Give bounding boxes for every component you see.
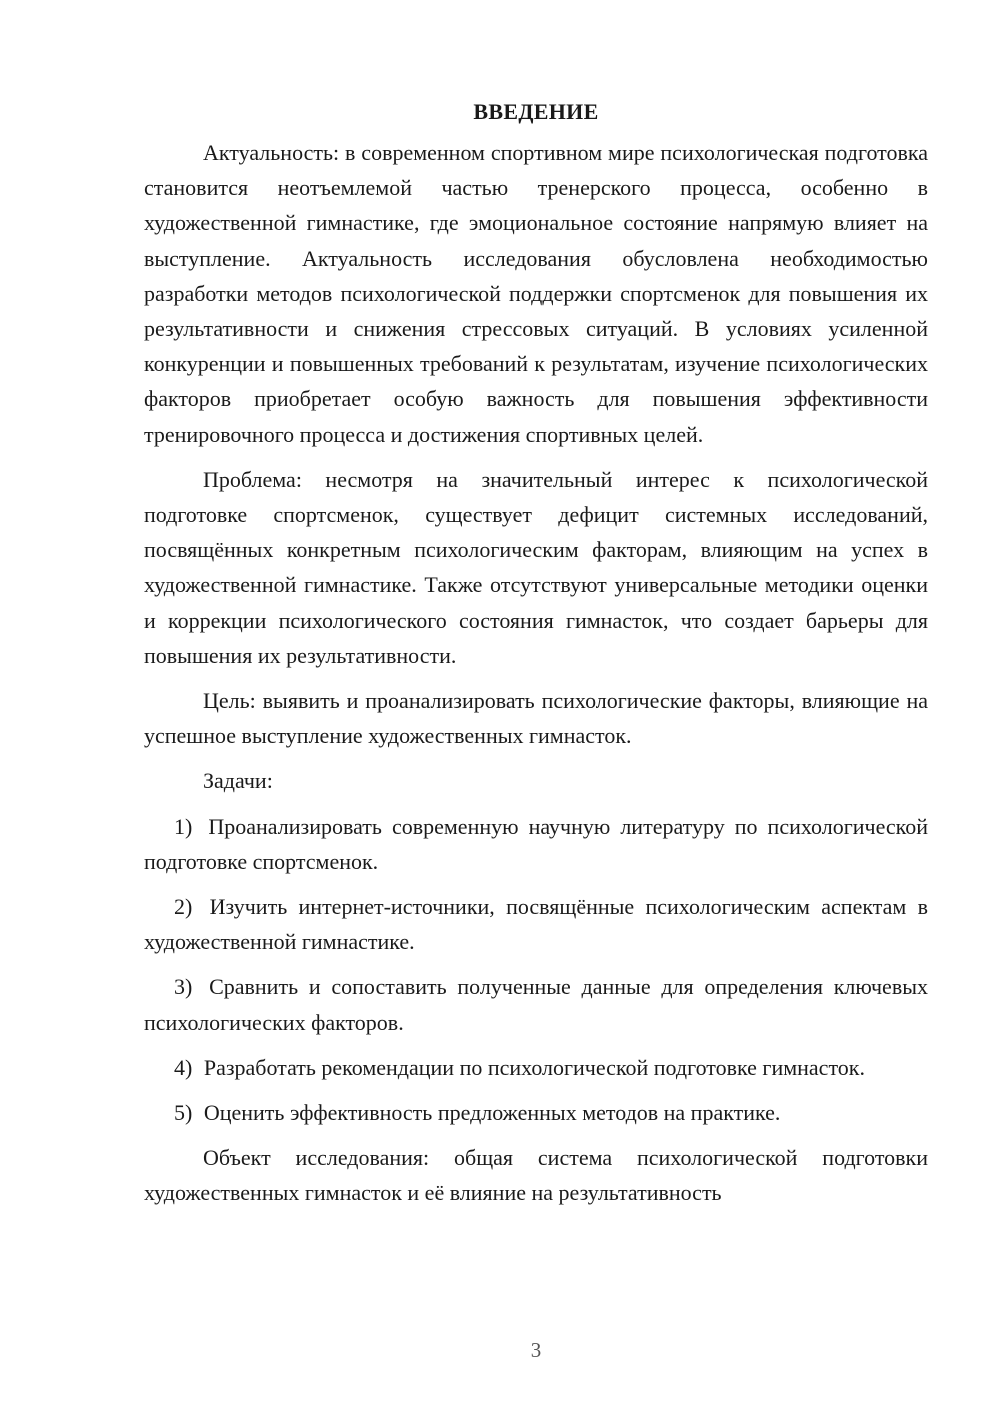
paragraph-object: Объект исследования: общая система психологической подготовки художественных гимнасток и её влияние на результативность [144, 1145, 928, 1206]
task-text: Сравнить и сопоставить полученные данные для определения ключевых психологических факторов. [144, 974, 928, 1035]
task-item [144, 889, 928, 959]
task-number: 3) [174, 974, 193, 1000]
task-number: 4) [174, 1054, 193, 1080]
task-number: 1) [174, 813, 193, 839]
task-text: Изучить интернет-источники, посвящённые психологическим аспектам в художественной гимнастике. [144, 894, 928, 955]
task-number: 5) [174, 1100, 193, 1126]
paragraph-relevance: Актуальность: в современном спортивном мире психологическая подготовка становится неотъемлемой частью тренерского процесса, особенно в художественной гимнастике, где эмоциональное состояние напрямую влияет на выступление. Актуальность исследования обусловлена необходимостью разработки методов психологической поддержки спортсменок для повышения их результативности и снижения стрессовых ситуаций. В условиях усиленной конкуренции и повышенных требований к результатам, изучение психологических факторов приобретает особую важность для повышения эффективности тренировочного процесса и достижения спортивных целей. [144, 140, 928, 447]
page-content [144, 94, 928, 1221]
section-title: ВВЕДЕНИЕ [473, 99, 599, 124]
task-item [144, 969, 928, 1039]
task-number: 2) [174, 894, 193, 920]
task-text: Разработать рекомендации по психологической подготовке гимнасток. [203, 1054, 865, 1080]
paragraph-problem: Проблема: несмотря на значительный интерес к психологической подготовке спортсменок, существует дефицит системных исследований, посвящённых конкретным психологическим факторам, влияющим на успех в художественной гимнастике. Также отсутствуют универсальные методики оценки и коррекции психологического состояния гимнасток, что создает барьеры для повышения их результативности. [144, 466, 928, 668]
tasks-label: Задачи: [203, 768, 273, 794]
paragraph-goal: Цель: выявить и проанализировать психологические факторы, влияющие на успешное выступление художественных гимнасток. [144, 688, 928, 749]
task-text: Проанализировать современную научную литературу по психологической подготовке спортсменок. [144, 813, 928, 874]
task-item [144, 1050, 928, 1085]
page-number: 3 [530, 1338, 542, 1362]
task-item [144, 809, 928, 879]
task-text: Оценить эффективность предложенных методов на практике. [203, 1100, 781, 1126]
task-item [144, 1095, 928, 1130]
